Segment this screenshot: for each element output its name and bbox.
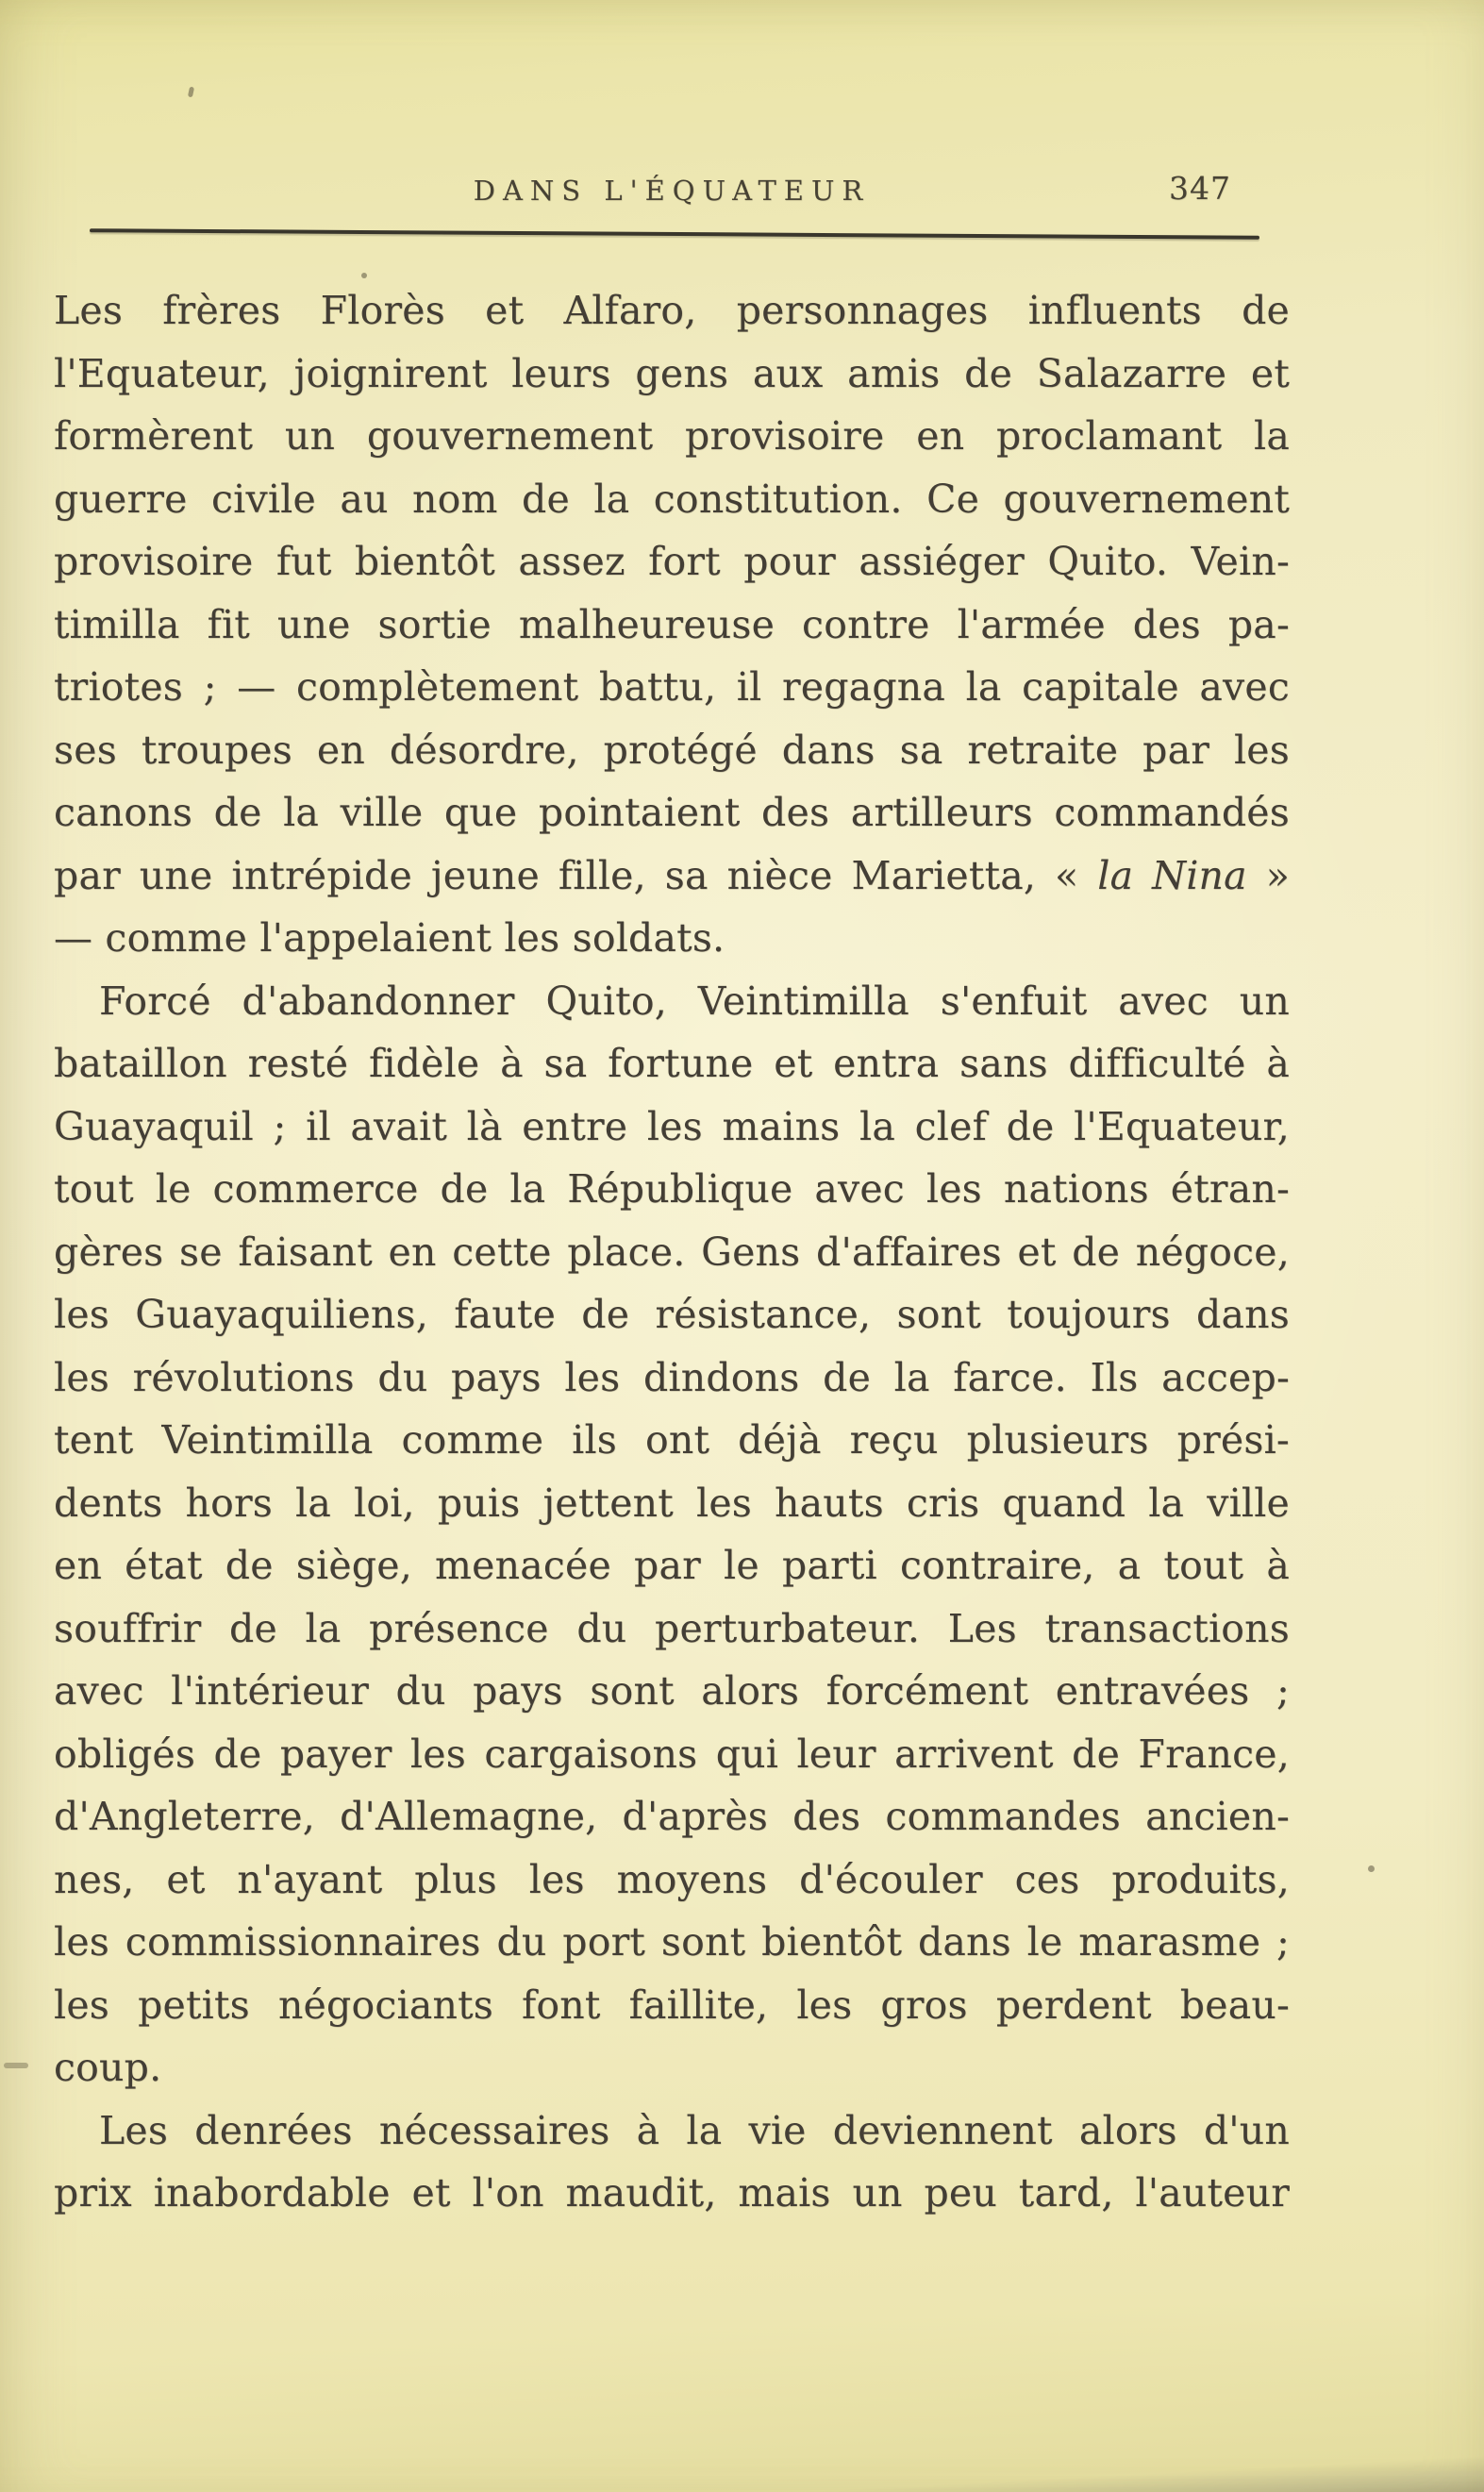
text-line: dents hors la loi, puis jettent les hauts cris quand la ville: [54, 1480, 1290, 1526]
text-line: timilla fit une sortie malheureuse contre l'armée des pa-: [54, 601, 1290, 647]
text-line: ses troupes en désordre, protégé dans sa retraite par les: [54, 727, 1290, 773]
text-line: gères se faisant en cette place. Gens d'affaires et de négoce,: [54, 1229, 1290, 1275]
text-segment: par une intrépide jeune fille, sa nièce Marietta, «: [54, 852, 1098, 898]
text-line: triotes ; — complètement battu, il regagna la capitale avec: [54, 664, 1290, 710]
text-line: provisoire fut bientôt assez fort pour assiéger Quito. Vein-: [54, 539, 1290, 584]
text-line: Les denrées nécessaires à la vie deviennent alors d'un: [99, 2107, 1290, 2153]
text-segment: »: [1246, 852, 1290, 898]
page-number: 347: [1169, 170, 1231, 207]
text-line: les commissionnaires du port sont bientôt dans le marasme ;: [54, 1919, 1290, 1965]
text-line: les révolutions du pays les dindons de la farce. Ils accep-: [54, 1354, 1290, 1400]
body-text: [54, 279, 1290, 2225]
italic-phrase: la Nina: [1097, 852, 1247, 898]
text-line: formèrent un gouvernement provisoire en proclamant la: [54, 413, 1290, 459]
text-line: avec l'intérieur du pays sont alors forcément entravées ;: [54, 1668, 1290, 1714]
text-line: Guayaquil ; il avait là entre les mains la clef de l'Equateur,: [54, 1103, 1290, 1149]
text-line: — comme l'appelaient les soldats.: [54, 915, 725, 961]
text-line: guerre civile au nom de la constitution. Ce gouvernement: [54, 476, 1290, 522]
text-line: bataillon resté fidèle à sa fortune et entra sans difficulté à: [54, 1041, 1290, 1086]
scan-speck: [4, 2063, 28, 2068]
scan-speck: [1368, 1865, 1375, 1872]
text-line: [54, 845, 1290, 908]
page-title: DANS L'ÉQUATEUR: [473, 175, 871, 207]
text-line: prix inabordable et l'on maudit, mais un peu tard, l'auteur: [54, 2170, 1290, 2216]
text-line: souffrir de la présence du perturbateur. Les transactions: [54, 1605, 1290, 1651]
text-line: Les frères Florès et Alfaro, personnages influents de: [54, 288, 1290, 333]
header-rule: [90, 228, 1259, 240]
text-line: nes, et n'ayant plus les moyens d'écouler ces produits,: [54, 1856, 1290, 1902]
text-line: en état de siège, menacée par le parti contraire, a tout à: [54, 1543, 1290, 1588]
text-line: les Guayaquiliens, faute de résistance, sont toujours dans: [54, 1292, 1290, 1337]
text-line: coup.: [54, 2045, 162, 2090]
scan-speck: [188, 87, 194, 98]
text-line: tent Veintimilla comme ils ont déjà reçu plusieurs prési-: [54, 1417, 1290, 1463]
text-line: l'Equateur, joignirent leurs gens aux amis de Salazarre et: [54, 350, 1290, 396]
text-line: d'Angleterre, d'Allemagne, d'après des commandes ancien-: [54, 1794, 1290, 1839]
text-line: Forcé d'abandonner Quito, Veintimilla s'enfuit avec un: [99, 978, 1290, 1024]
text-line: tout le commerce de la République avec les nations étran-: [54, 1166, 1290, 1212]
scan-speck: [361, 273, 367, 278]
running-header: [54, 170, 1290, 211]
text-line: obligés de payer les cargaisons qui leur arrivent de France,: [54, 1731, 1290, 1777]
text-line: les petits négociants font faillite, les gros perdent beau-: [54, 1982, 1290, 2028]
text-line: canons de la ville que pointaient des artilleurs commandés: [54, 790, 1290, 835]
